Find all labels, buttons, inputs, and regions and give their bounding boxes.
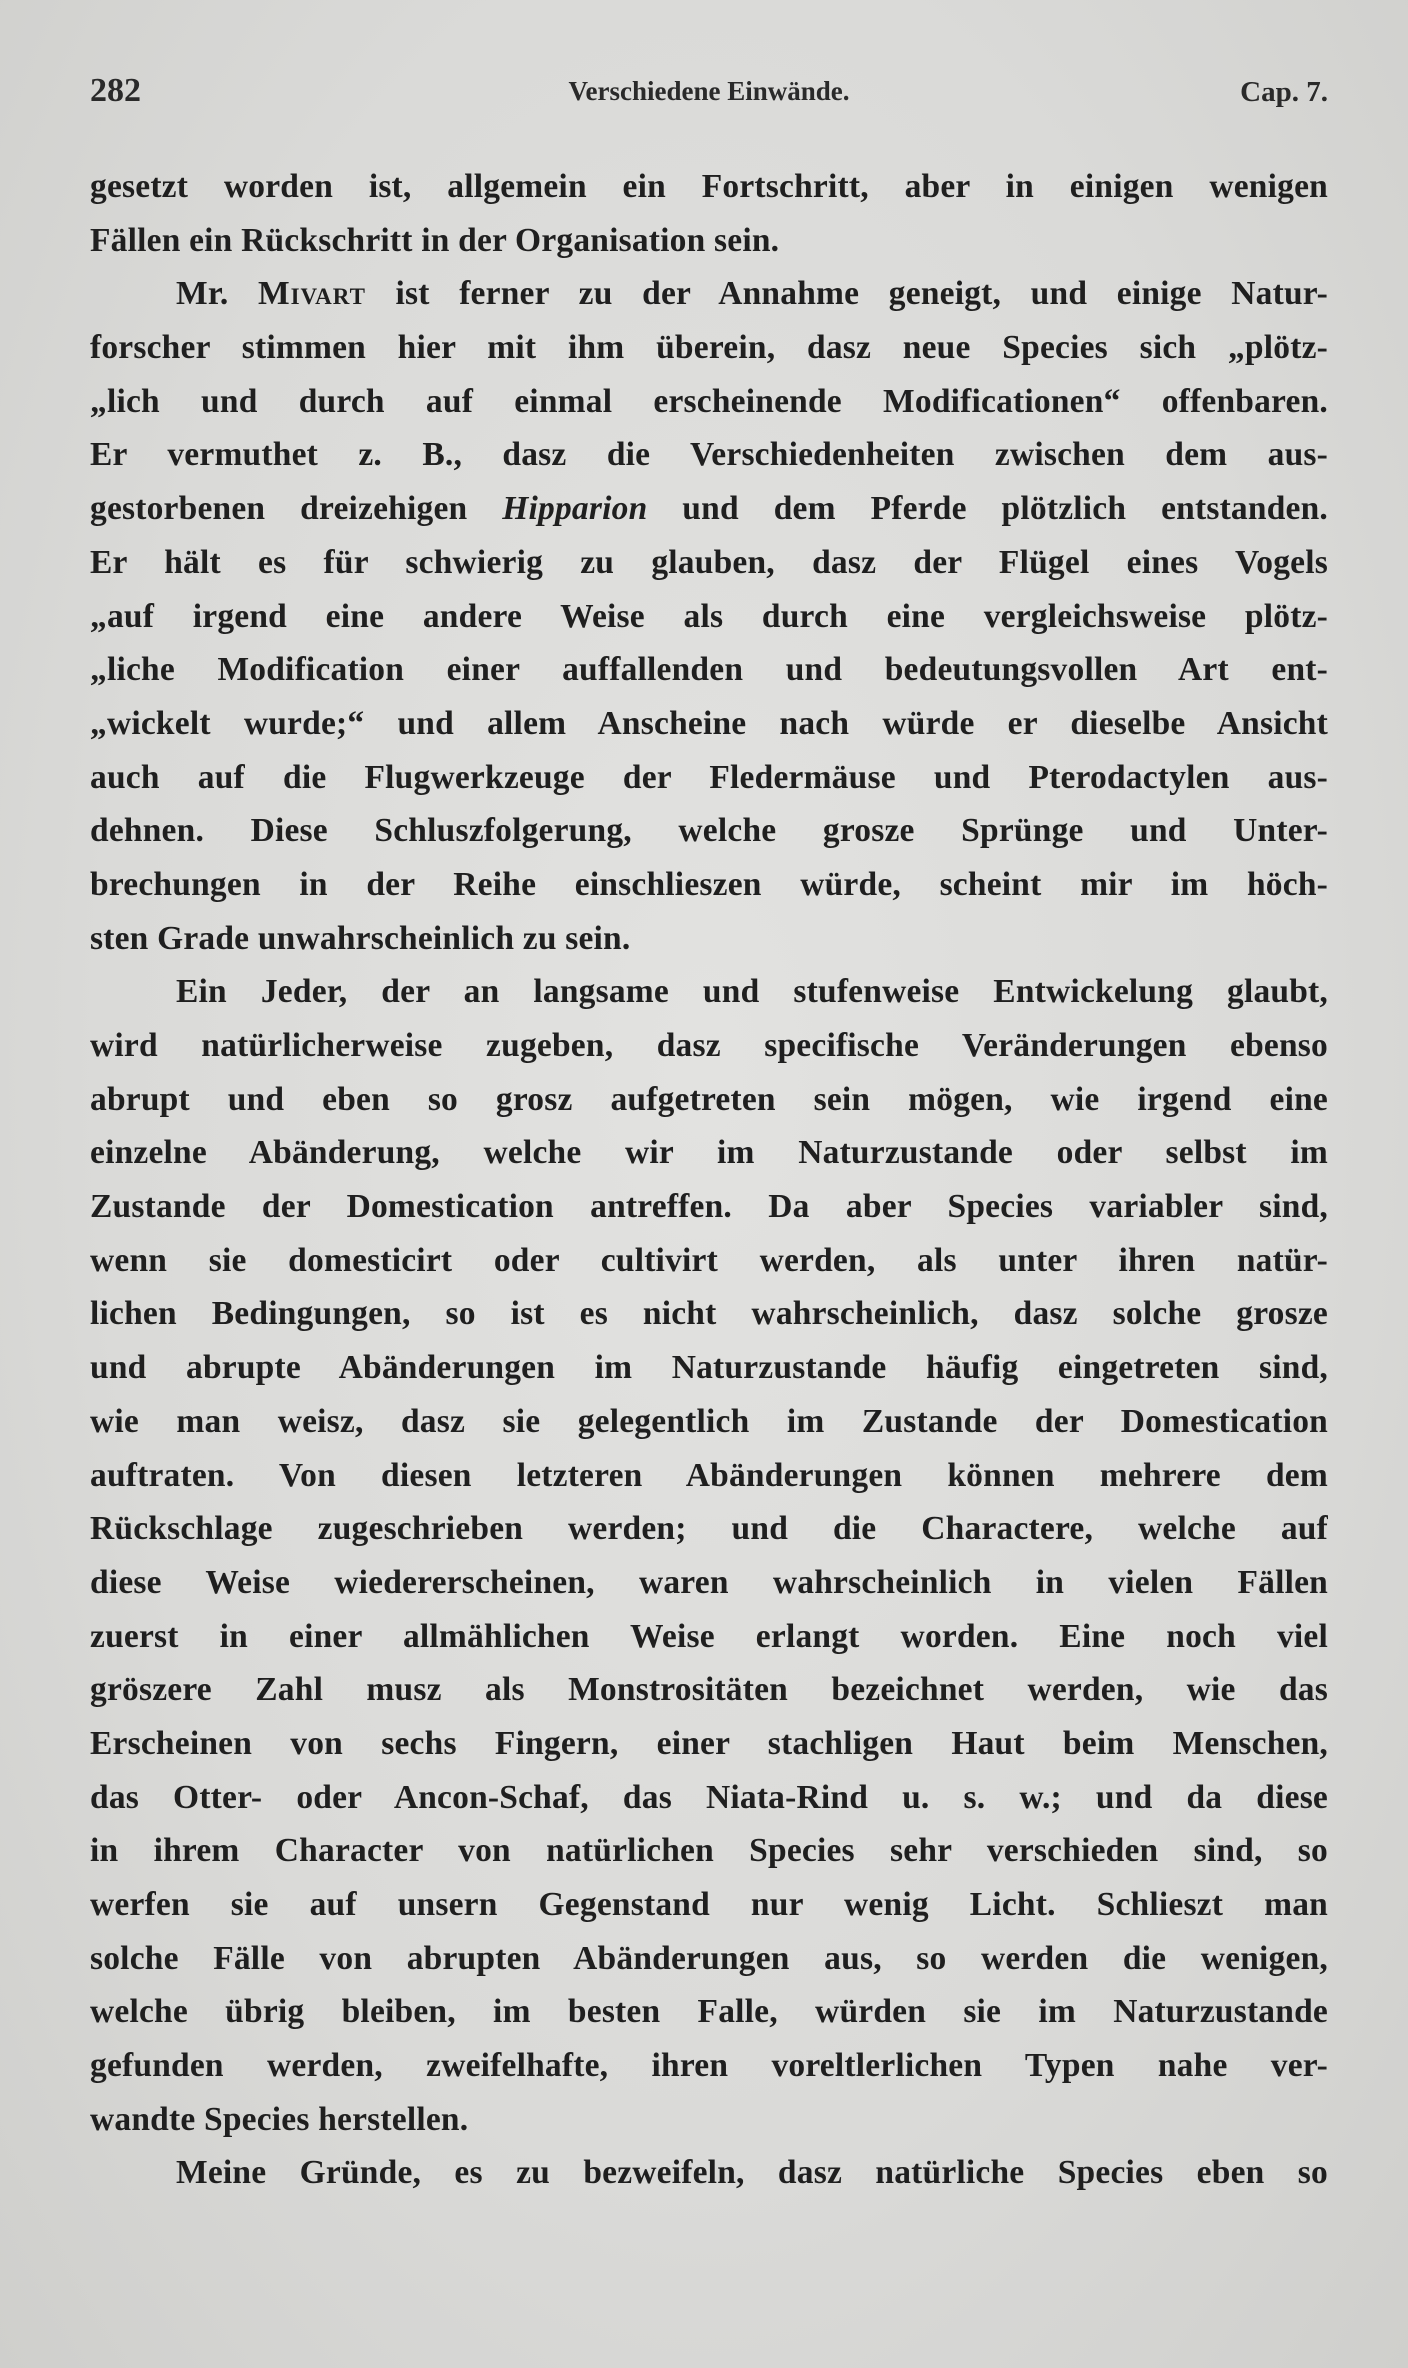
text-line: gefunden werden, zweifelhafte, ihren voreltlerlichen Typen nahe ver- bbox=[90, 2047, 1328, 2085]
text-line: auch auf die Flugwerkzeuge der Fledermäuse und Pterodactylen aus- bbox=[90, 758, 1328, 796]
text-line: wie man weisz, dasz sie gelegentlich im Zustande der Domestication bbox=[90, 1402, 1328, 1440]
text-segment: und dem Pferde plötzlich entstanden. bbox=[647, 490, 1328, 528]
text-line: solche Fälle von abrupten Abänderungen aus, so werden die wenigen, bbox=[90, 1939, 1328, 1977]
text-line: „lich und durch auf einmal erscheinende Modificationen“ offenbaren. bbox=[90, 382, 1328, 420]
text-line: „auf irgend eine andere Weise als durch eine vergleichsweise plötz- bbox=[90, 597, 1328, 635]
text-line: Rückschlage zugeschrieben werden; und die Charactere, welche auf bbox=[90, 1510, 1328, 1548]
text-line: Ein Jeder, der an langsame und stufenweise Entwickelung glaubt, bbox=[176, 973, 1328, 1011]
author-name: Mivart bbox=[257, 275, 366, 313]
text-line bbox=[90, 482, 1328, 536]
text-line: forscher stimmen hier mit ihm überein, dasz neue Species sich „plötz- bbox=[90, 329, 1328, 367]
text-line: Zustande der Domestication antreffen. Da aber Species variabler sind, bbox=[90, 1188, 1328, 1226]
page-header bbox=[90, 72, 1328, 120]
text-segment: Mr. bbox=[176, 275, 258, 313]
text-line: wenn sie domesticirt oder cultivirt werden, als unter ihren natür- bbox=[90, 1241, 1328, 1279]
text-line: werfen sie auf unsern Gegenstand nur wenig Licht. Schlieszt man bbox=[90, 1886, 1328, 1923]
text-line: und abrupte Abänderungen im Naturzustande häufig eingetreten sind, bbox=[90, 1349, 1328, 1387]
text-segment: gestorbenen dreizehigen bbox=[90, 490, 503, 528]
text-line: gröszere Zahl musz als Monstrositäten bezeichnet werden, wie das bbox=[90, 1671, 1328, 1709]
page-number: 282 bbox=[90, 72, 141, 109]
text-line: Meine Gründe, es zu bezweifeln, dasz natürliche Species eben so bbox=[176, 2154, 1328, 2192]
text-line: wird natürlicherweise zugeben, dasz specifische Veränderungen ebenso bbox=[90, 1027, 1328, 1064]
text-line: sten Grade unwahrscheinlich zu sein. bbox=[90, 919, 631, 957]
text-line: brechungen in der Reihe einschlieszen würde, scheint mir im höch- bbox=[90, 865, 1328, 903]
text-line: einzelne Abänderung, welche wir im Naturzustande oder selbst im bbox=[90, 1134, 1328, 1172]
text-line: in ihrem Character von natürlichen Species sehr verschieden sind, so bbox=[90, 1832, 1328, 1870]
text-line: Er hält es für schwierig zu glauben, dasz der Flügel eines Vogels bbox=[90, 543, 1328, 581]
text-line: das Otter- oder Ancon-Schaf, das Niata-Rind u. s. w.; und da diese bbox=[90, 1778, 1328, 1816]
text-line: „wickelt wurde;“ und allem Anscheine nach würde er dieselbe Ansicht bbox=[90, 704, 1328, 742]
text-line: Erscheinen von sechs Fingern, einer stachligen Haut beim Menschen, bbox=[90, 1724, 1328, 1762]
text-line: dehnen. Diese Schluszfolgerung, welche grosze Sprünge und Unter- bbox=[90, 812, 1328, 850]
text-line: „liche Modification einer auffallenden und bedeutungsvollen Art ent- bbox=[90, 651, 1328, 689]
text-line: abrupt und eben so grosz aufgetreten sein mögen, wie irgend eine bbox=[90, 1080, 1328, 1118]
chapter-label: Cap. 7. bbox=[1240, 76, 1328, 108]
text-line: diese Weise wiedererscheinen, waren wahrscheinlich in vielen Fällen bbox=[90, 1563, 1328, 1601]
genus-name: Hipparion bbox=[502, 490, 648, 528]
text-line: welche übrig bleiben, im besten Falle, würden sie im Naturzustande bbox=[90, 1993, 1328, 2031]
body-text bbox=[90, 160, 1328, 2200]
text-segment: ist ferner zu der Annahme geneigt, und einige Natur- bbox=[365, 275, 1328, 313]
running-title: Verschiedene Einwände. bbox=[568, 76, 850, 106]
text-line: gesetzt worden ist, allgemein ein Fortschritt, aber in einigen wenigen bbox=[90, 168, 1328, 205]
text-line: zuerst in einer allmählichen Weise erlangt worden. Eine noch viel bbox=[90, 1617, 1328, 1655]
text-line: auftraten. Von diesen letzteren Abänderungen können mehrere dem bbox=[90, 1456, 1328, 1494]
text-line: lichen Bedingungen, so ist es nicht wahrscheinlich, dasz solche grosze bbox=[90, 1295, 1328, 1333]
text-line bbox=[90, 267, 1328, 321]
text-line: wandte Species herstellen. bbox=[90, 2100, 469, 2138]
text-line: Er vermuthet z. B., dasz die Verschiedenheiten zwischen dem aus- bbox=[90, 436, 1328, 474]
text-line: Fällen ein Rückschritt in der Organisation sein. bbox=[90, 221, 780, 259]
